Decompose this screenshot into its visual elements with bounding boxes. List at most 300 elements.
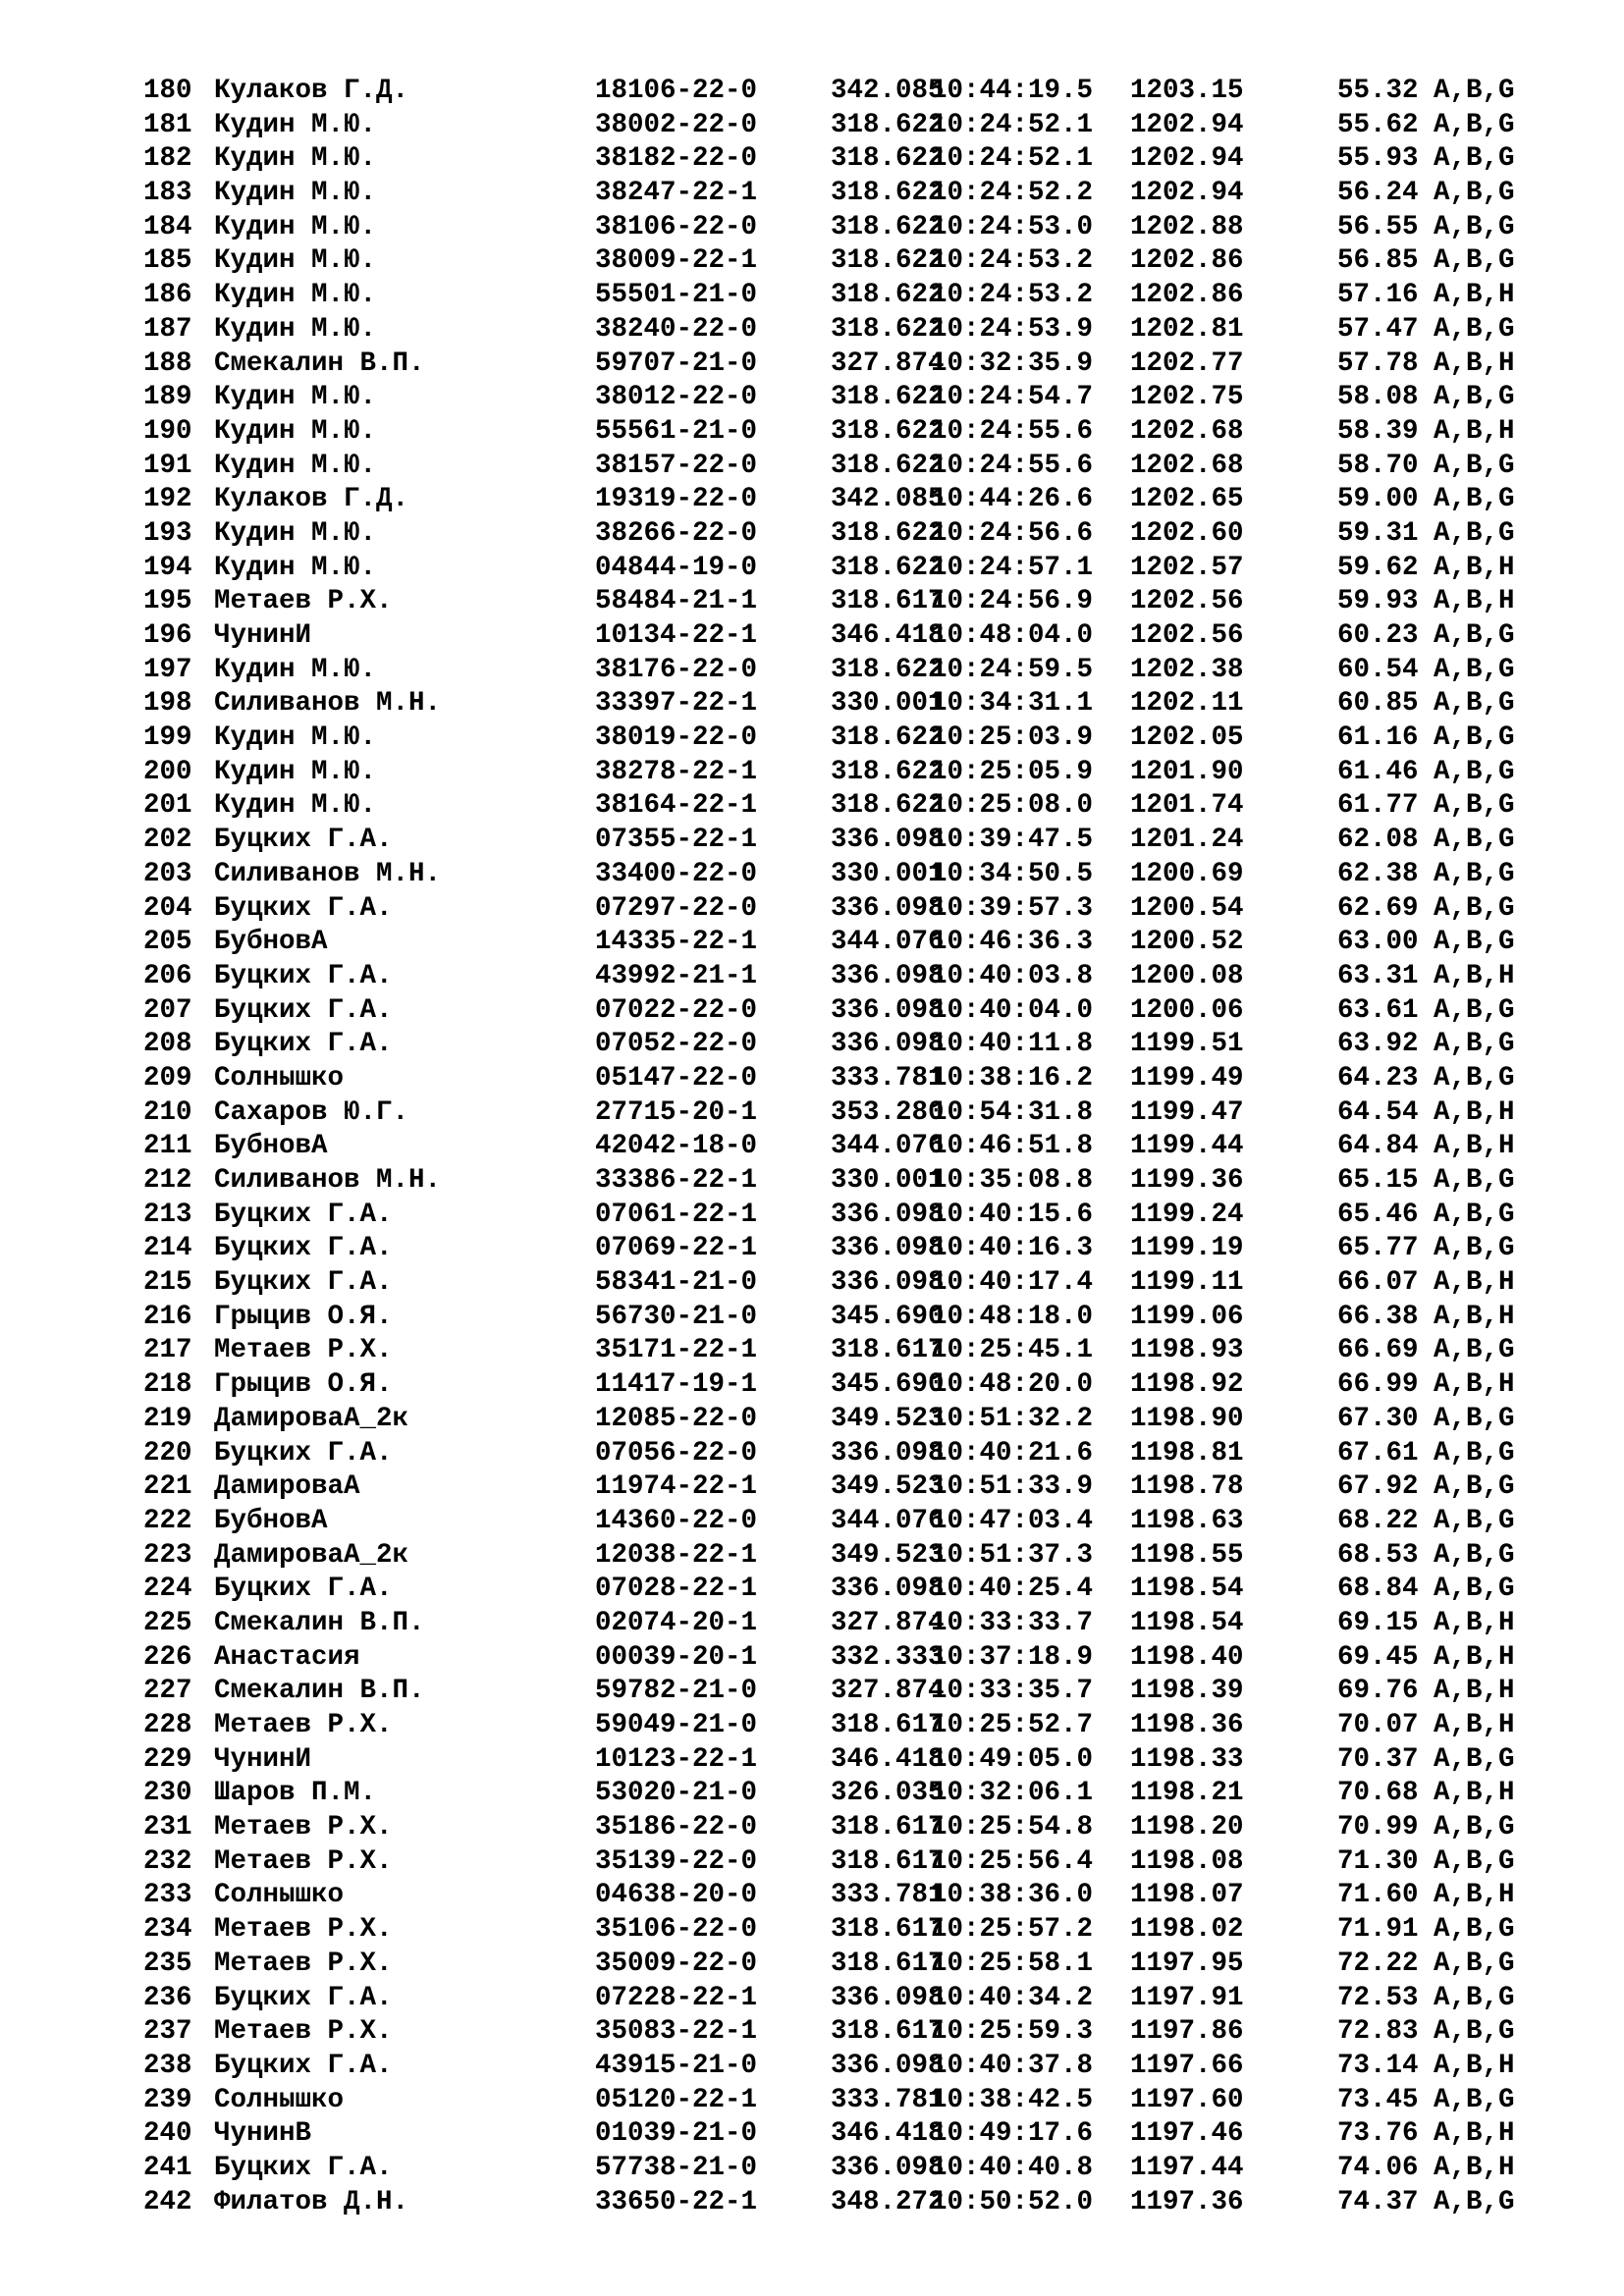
table-row [143, 1709, 1557, 1743]
tags-cell: A,B,H [1434, 960, 1515, 991]
coefficient-cell: 64.54 [1337, 1096, 1419, 1128]
arrival-time-cell: 10:33:35.7 [931, 1676, 1094, 1707]
place-cell: 200 [143, 756, 192, 787]
speed-cell: 1201.24 [1130, 825, 1244, 856]
ring-number-cell: 35139-22-0 [595, 1845, 758, 1877]
table-row [143, 347, 1557, 382]
speed-cell: 1198.92 [1130, 1369, 1244, 1401]
tags-cell: A,B,G [1434, 1471, 1515, 1503]
table-row [143, 1879, 1557, 1913]
ring-number-cell: 33397-22-1 [595, 688, 758, 720]
tags-cell: A,B,H [1434, 1710, 1515, 1740]
name-cell: Метаев Р.Х. [214, 1914, 393, 1946]
distance-cell: 318.622 [831, 178, 945, 209]
tags-cell: A,B,G [1434, 1437, 1515, 1468]
place-cell: 242 [143, 2186, 192, 2217]
arrival-time-cell: 10:25:08.0 [931, 790, 1094, 822]
arrival-time-cell: 10:49:17.6 [931, 2118, 1094, 2150]
speed-cell: 1202.75 [1130, 382, 1244, 413]
table-row [143, 994, 1557, 1029]
speed-cell: 1200.52 [1130, 927, 1244, 958]
ring-number-cell: 35171-22-1 [595, 1335, 758, 1366]
distance-cell: 346.418 [831, 2118, 945, 2150]
distance-cell: 349.523 [831, 1471, 945, 1503]
arrival-time-cell: 10:48:20.0 [931, 1369, 1094, 1401]
table-row [143, 1368, 1557, 1403]
table-row [143, 1334, 1557, 1368]
name-cell: Метаев Р.Х. [214, 1335, 393, 1366]
arrival-time-cell: 10:40:04.0 [931, 994, 1094, 1026]
ring-number-cell: 42042-18-0 [595, 1131, 758, 1162]
speed-cell: 1202.65 [1130, 484, 1244, 515]
ring-number-cell: 38247-22-1 [595, 178, 758, 209]
distance-cell: 327.874 [831, 1676, 945, 1707]
table-row [143, 279, 1557, 313]
name-cell: Сахаров Ю.Г. [214, 1096, 409, 1128]
tags-cell: A,B,G [1434, 1403, 1515, 1434]
name-cell: Метаев Р.Х. [214, 1812, 393, 1843]
coefficient-cell: 69.45 [1337, 1641, 1419, 1673]
place-cell: 220 [143, 1437, 192, 1468]
distance-cell: 318.622 [831, 756, 945, 787]
ring-number-cell: 38266-22-0 [595, 517, 758, 549]
arrival-time-cell: 10:51:32.2 [931, 1403, 1094, 1434]
distance-cell: 330.001 [831, 688, 945, 720]
distance-cell: 318.622 [831, 552, 945, 583]
place-cell: 229 [143, 1743, 192, 1775]
distance-cell: 327.874 [831, 1607, 945, 1638]
tags-cell: A,B,G [1434, 858, 1515, 889]
tags-cell: A,B,H [1434, 2152, 1515, 2183]
ring-number-cell: 12085-22-0 [595, 1403, 758, 1434]
name-cell: Кудин М.Ю. [214, 211, 377, 242]
arrival-time-cell: 10:34:31.1 [931, 688, 1094, 720]
table-row [143, 75, 1557, 109]
place-cell: 216 [143, 1301, 192, 1332]
ring-number-cell: 53020-21-0 [595, 1778, 758, 1809]
arrival-time-cell: 10:40:16.3 [931, 1233, 1094, 1264]
table-row [143, 1505, 1557, 1539]
coefficient-cell: 59.31 [1337, 517, 1419, 549]
coefficient-cell: 73.14 [1337, 2050, 1419, 2081]
tags-cell: A,B,H [1434, 1641, 1515, 1673]
arrival-time-cell: 10:24:59.5 [931, 654, 1094, 685]
tags-cell: A,B,G [1434, 76, 1515, 106]
arrival-time-cell: 10:54:31.8 [931, 1096, 1094, 1128]
ring-number-cell: 05120-22-1 [595, 2084, 758, 2115]
arrival-time-cell: 10:34:50.5 [931, 858, 1094, 889]
speed-cell: 1202.57 [1130, 552, 1244, 583]
coefficient-cell: 67.30 [1337, 1403, 1419, 1434]
table-row [143, 1266, 1557, 1301]
coefficient-cell: 59.62 [1337, 552, 1419, 583]
table-row [143, 1199, 1557, 1233]
table-row [143, 721, 1557, 756]
coefficient-cell: 56.55 [1337, 211, 1419, 242]
name-cell: Силиванов М.Н. [214, 688, 442, 720]
coefficient-cell: 70.07 [1337, 1710, 1419, 1740]
table-row [143, 1845, 1557, 1880]
table-row [143, 1062, 1557, 1096]
place-cell: 210 [143, 1096, 192, 1128]
speed-cell: 1198.36 [1130, 1710, 1244, 1740]
distance-cell: 318.622 [831, 517, 945, 549]
table-row [143, 1403, 1557, 1437]
table-row [143, 2152, 1557, 2186]
place-cell: 232 [143, 1845, 192, 1877]
place-cell: 199 [143, 722, 192, 754]
speed-cell: 1198.54 [1130, 1574, 1244, 1605]
distance-cell: 332.333 [831, 1641, 945, 1673]
tags-cell: A,B,G [1434, 109, 1515, 140]
arrival-time-cell: 10:24:55.6 [931, 450, 1094, 481]
place-cell: 241 [143, 2152, 192, 2183]
distance-cell: 336.098 [831, 1437, 945, 1468]
arrival-time-cell: 10:35:08.8 [931, 1165, 1094, 1196]
tags-cell: A,B,G [1434, 756, 1515, 787]
speed-cell: 1200.54 [1130, 892, 1244, 924]
tags-cell: A,B,H [1434, 552, 1515, 583]
tags-cell: A,B,G [1434, 722, 1515, 754]
table-row [143, 313, 1557, 347]
place-cell: 211 [143, 1131, 192, 1162]
ring-number-cell: 14360-22-0 [595, 1505, 758, 1536]
name-cell: Буцких Г.А. [214, 825, 393, 856]
tags-cell: A,B,G [1434, 2186, 1515, 2217]
tags-cell: A,B,H [1434, 347, 1515, 379]
table-row [143, 1301, 1557, 1335]
ring-number-cell: 38012-22-0 [595, 382, 758, 413]
ring-number-cell: 10134-22-1 [595, 620, 758, 651]
speed-cell: 1198.55 [1130, 1539, 1244, 1571]
arrival-time-cell: 10:24:56.9 [931, 586, 1094, 617]
ring-number-cell: 38106-22-0 [595, 211, 758, 242]
speed-cell: 1202.94 [1130, 109, 1244, 140]
ring-number-cell: 58484-21-1 [595, 586, 758, 617]
speed-cell: 1198.78 [1130, 1471, 1244, 1503]
distance-cell: 348.272 [831, 2186, 945, 2217]
arrival-time-cell: 10:37:18.9 [931, 1641, 1094, 1673]
place-cell: 212 [143, 1165, 192, 1196]
table-row [143, 1913, 1557, 1948]
coefficient-cell: 71.91 [1337, 1914, 1419, 1946]
arrival-time-cell: 10:47:03.4 [931, 1505, 1094, 1536]
tags-cell: A,B,G [1434, 994, 1515, 1026]
distance-cell: 336.098 [831, 2152, 945, 2183]
place-cell: 240 [143, 2118, 192, 2150]
distance-cell: 318.622 [831, 143, 945, 175]
tags-cell: A,B,G [1434, 2084, 1515, 2115]
ring-number-cell: 11974-22-1 [595, 1471, 758, 1503]
distance-cell: 336.098 [831, 994, 945, 1026]
name-cell: ЧунинИ [214, 620, 312, 651]
coefficient-cell: 67.61 [1337, 1437, 1419, 1468]
tags-cell: A,B,G [1434, 211, 1515, 242]
ring-number-cell: 07061-22-1 [595, 1199, 758, 1230]
name-cell: Шаров П.М. [214, 1778, 377, 1809]
place-cell: 204 [143, 892, 192, 924]
name-cell: Кудин М.Ю. [214, 756, 377, 787]
speed-cell: 1198.54 [1130, 1607, 1244, 1638]
speed-cell: 1198.90 [1130, 1403, 1244, 1434]
distance-cell: 336.098 [831, 1029, 945, 1060]
tags-cell: A,B,H [1434, 1676, 1515, 1707]
place-cell: 203 [143, 858, 192, 889]
tags-cell: A,B,G [1434, 245, 1515, 277]
name-cell: Смекалин В.П. [214, 347, 425, 379]
place-cell: 222 [143, 1505, 192, 1536]
tags-cell: A,B,G [1434, 1199, 1515, 1230]
tags-cell: A,B,G [1434, 1845, 1515, 1877]
ring-number-cell: 07069-22-1 [595, 1233, 758, 1264]
ring-number-cell: 38019-22-0 [595, 722, 758, 754]
ring-number-cell: 12038-22-1 [595, 1539, 758, 1571]
table-row [143, 1164, 1557, 1199]
place-cell: 191 [143, 450, 192, 481]
table-row [143, 177, 1557, 211]
table-row [143, 1982, 1557, 2016]
table-row [143, 483, 1557, 517]
tags-cell: A,B,G [1434, 484, 1515, 515]
table-row [143, 654, 1557, 688]
table-row [143, 1470, 1557, 1505]
place-cell: 190 [143, 415, 192, 447]
distance-cell: 342.085 [831, 484, 945, 515]
ring-number-cell: 01039-21-0 [595, 2118, 758, 2150]
place-cell: 181 [143, 109, 192, 140]
ring-number-cell: 33650-22-1 [595, 2186, 758, 2217]
name-cell: Метаев Р.Х. [214, 1948, 393, 1979]
place-cell: 234 [143, 1914, 192, 1946]
distance-cell: 318.622 [831, 109, 945, 140]
speed-cell: 1198.93 [1130, 1335, 1244, 1366]
place-cell: 195 [143, 586, 192, 617]
ring-number-cell: 59707-21-0 [595, 347, 758, 379]
table-row [143, 960, 1557, 994]
place-cell: 189 [143, 382, 192, 413]
name-cell: Буцких Г.А. [214, 1574, 393, 1605]
coefficient-cell: 60.85 [1337, 688, 1419, 720]
name-cell: Кулаков Г.Д. [214, 76, 409, 106]
tags-cell: A,B,H [1434, 1096, 1515, 1128]
ring-number-cell: 07022-22-0 [595, 994, 758, 1026]
arrival-time-cell: 10:40:34.2 [931, 1982, 1094, 2013]
ring-number-cell: 38002-22-0 [595, 109, 758, 140]
place-cell: 219 [143, 1403, 192, 1434]
tags-cell: A,B,G [1434, 1029, 1515, 1060]
table-row [143, 1607, 1557, 1641]
table-row [143, 109, 1557, 143]
coefficient-cell: 66.38 [1337, 1301, 1419, 1332]
name-cell: ДамироваА_2к [214, 1403, 409, 1434]
name-cell: Буцких Г.А. [214, 994, 393, 1026]
arrival-time-cell: 10:24:52.2 [931, 178, 1094, 209]
arrival-time-cell: 10:44:26.6 [931, 484, 1094, 515]
place-cell: 192 [143, 484, 192, 515]
distance-cell: 353.280 [831, 1096, 945, 1128]
distance-cell: 333.781 [831, 2084, 945, 2115]
ring-number-cell: 02074-20-1 [595, 1607, 758, 1638]
coefficient-cell: 70.99 [1337, 1812, 1419, 1843]
table-row [143, 211, 1557, 245]
table-row [143, 2186, 1557, 2220]
tags-cell: A,B,H [1434, 586, 1515, 617]
coefficient-cell: 72.83 [1337, 2016, 1419, 2048]
name-cell: Кудин М.Ю. [214, 517, 377, 549]
speed-cell: 1202.11 [1130, 688, 1244, 720]
name-cell: Силиванов М.Н. [214, 858, 442, 889]
name-cell: Буцких Г.А. [214, 1233, 393, 1264]
tags-cell: A,B,G [1434, 790, 1515, 822]
place-cell: 225 [143, 1607, 192, 1638]
table-row [143, 1539, 1557, 1574]
coefficient-cell: 66.07 [1337, 1267, 1419, 1299]
table-row [143, 1028, 1557, 1062]
tags-cell: A,B,H [1434, 1778, 1515, 1809]
arrival-time-cell: 10:25:45.1 [931, 1335, 1094, 1366]
ring-number-cell: 43915-21-0 [595, 2050, 758, 2081]
place-cell: 235 [143, 1948, 192, 1979]
name-cell: Грыцив О.Я. [214, 1369, 393, 1401]
arrival-time-cell: 10:32:06.1 [931, 1778, 1094, 1809]
coefficient-cell: 74.37 [1337, 2186, 1419, 2217]
coefficient-cell: 60.54 [1337, 654, 1419, 685]
place-cell: 207 [143, 994, 192, 1026]
arrival-time-cell: 10:40:25.4 [931, 1574, 1094, 1605]
ring-number-cell: 38009-22-1 [595, 245, 758, 277]
tags-cell: A,B,G [1434, 1574, 1515, 1605]
coefficient-cell: 63.61 [1337, 994, 1419, 1026]
speed-cell: 1202.94 [1130, 143, 1244, 175]
table-row [143, 1948, 1557, 1982]
distance-cell: 336.098 [831, 1574, 945, 1605]
speed-cell: 1198.40 [1130, 1641, 1244, 1673]
speed-cell: 1199.06 [1130, 1301, 1244, 1332]
distance-cell: 336.098 [831, 892, 945, 924]
distance-cell: 336.098 [831, 1233, 945, 1264]
tags-cell: A,B,G [1434, 1335, 1515, 1366]
coefficient-cell: 64.23 [1337, 1062, 1419, 1094]
coefficient-cell: 65.77 [1337, 1233, 1419, 1264]
arrival-time-cell: 10:24:53.2 [931, 280, 1094, 311]
speed-cell: 1197.86 [1130, 2016, 1244, 2048]
distance-cell: 318.622 [831, 211, 945, 242]
distance-cell: 318.617 [831, 1710, 945, 1740]
place-cell: 239 [143, 2084, 192, 2115]
arrival-time-cell: 10:24:56.6 [931, 517, 1094, 549]
coefficient-cell: 61.16 [1337, 722, 1419, 754]
table-row [143, 142, 1557, 177]
name-cell: ДамироваА [214, 1471, 360, 1503]
ring-number-cell: 00039-20-1 [595, 1641, 758, 1673]
speed-cell: 1199.51 [1130, 1029, 1244, 1060]
ring-number-cell: 38278-22-1 [595, 756, 758, 787]
coefficient-cell: 64.84 [1337, 1131, 1419, 1162]
coefficient-cell: 68.22 [1337, 1505, 1419, 1536]
name-cell: Буцких Г.А. [214, 1267, 393, 1299]
coefficient-cell: 58.08 [1337, 382, 1419, 413]
table-row [143, 756, 1557, 790]
tags-cell: A,B,H [1434, 1607, 1515, 1638]
tags-cell: A,B,G [1434, 620, 1515, 651]
speed-cell: 1198.21 [1130, 1778, 1244, 1809]
ring-number-cell: 38176-22-0 [595, 654, 758, 685]
place-cell: 193 [143, 517, 192, 549]
name-cell: Кудин М.Ю. [214, 245, 377, 277]
coefficient-cell: 63.92 [1337, 1029, 1419, 1060]
distance-cell: 318.622 [831, 245, 945, 277]
coefficient-cell: 70.37 [1337, 1743, 1419, 1775]
place-cell: 188 [143, 347, 192, 379]
place-cell: 183 [143, 178, 192, 209]
coefficient-cell: 62.38 [1337, 858, 1419, 889]
ring-number-cell: 38157-22-0 [595, 450, 758, 481]
speed-cell: 1199.49 [1130, 1062, 1244, 1094]
table-row [143, 1130, 1557, 1164]
ring-number-cell: 35186-22-0 [595, 1812, 758, 1843]
table-row [143, 1232, 1557, 1266]
arrival-time-cell: 10:33:33.7 [931, 1607, 1094, 1638]
name-cell: Кудин М.Ю. [214, 722, 377, 754]
speed-cell: 1203.15 [1130, 76, 1244, 106]
name-cell: Смекалин В.П. [214, 1607, 425, 1638]
place-cell: 223 [143, 1539, 192, 1571]
ring-number-cell: 07052-22-0 [595, 1029, 758, 1060]
table-row [143, 450, 1557, 484]
place-cell: 185 [143, 245, 192, 277]
place-cell: 221 [143, 1471, 192, 1503]
table-row [143, 2050, 1557, 2084]
name-cell: ДамироваА_2к [214, 1539, 409, 1571]
speed-cell: 1202.56 [1130, 620, 1244, 651]
place-cell: 208 [143, 1029, 192, 1060]
place-cell: 218 [143, 1369, 192, 1401]
arrival-time-cell: 10:39:47.5 [931, 825, 1094, 856]
coefficient-cell: 62.69 [1337, 892, 1419, 924]
place-cell: 214 [143, 1233, 192, 1264]
place-cell: 205 [143, 927, 192, 958]
coefficient-cell: 66.99 [1337, 1369, 1419, 1401]
ring-number-cell: 58341-21-0 [595, 1267, 758, 1299]
table-row [143, 2015, 1557, 2050]
arrival-time-cell: 10:40:11.8 [931, 1029, 1094, 1060]
distance-cell: 318.617 [831, 1948, 945, 1979]
table-row [143, 687, 1557, 721]
place-cell: 228 [143, 1710, 192, 1740]
speed-cell: 1199.44 [1130, 1131, 1244, 1162]
arrival-time-cell: 10:48:04.0 [931, 620, 1094, 651]
place-cell: 202 [143, 825, 192, 856]
distance-cell: 318.622 [831, 382, 945, 413]
ring-number-cell: 55561-21-0 [595, 415, 758, 447]
tags-cell: A,B,G [1434, 143, 1515, 175]
ring-number-cell: 38182-22-0 [595, 143, 758, 175]
arrival-time-cell: 10:24:54.7 [931, 382, 1094, 413]
coefficient-cell: 69.76 [1337, 1676, 1419, 1707]
tags-cell: A,B,G [1434, 1539, 1515, 1571]
tags-cell: A,B,H [1434, 280, 1515, 311]
name-cell: Метаев Р.Х. [214, 1845, 393, 1877]
table-row [143, 1811, 1557, 1845]
ring-number-cell: 07028-22-1 [595, 1574, 758, 1605]
ring-number-cell: 18106-22-0 [595, 76, 758, 106]
arrival-time-cell: 10:38:16.2 [931, 1062, 1094, 1094]
distance-cell: 318.617 [831, 2016, 945, 2048]
coefficient-cell: 55.93 [1337, 143, 1419, 175]
coefficient-cell: 60.23 [1337, 620, 1419, 651]
speed-cell: 1199.36 [1130, 1165, 1244, 1196]
coefficient-cell: 68.53 [1337, 1539, 1419, 1571]
